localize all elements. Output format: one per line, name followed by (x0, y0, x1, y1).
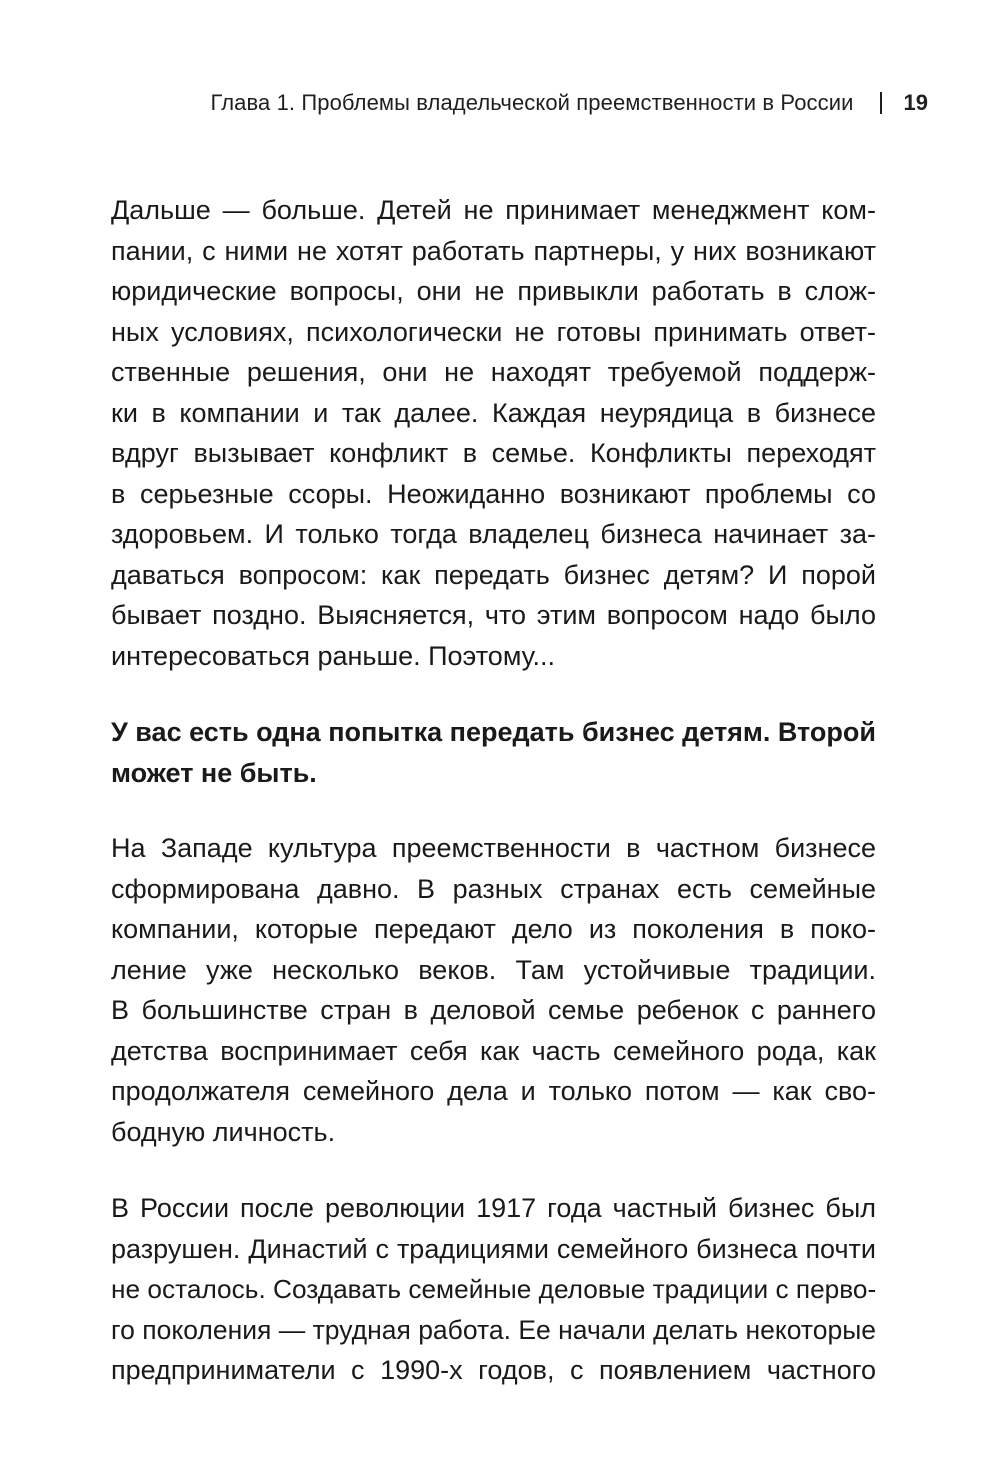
running-header (210, 88, 928, 118)
text-line: бодную личность. (111, 1116, 336, 1147)
text-line: ление уже несколько веков. Там устойчивые традиции. (111, 954, 876, 985)
text-line: сформирована давно. В разных странах есть семейные (111, 873, 876, 904)
text-line: здоровьем. И только тогда владелец бизнеса начинает за- (111, 519, 876, 549)
text-line: предприниматели с 1990-х годов, с появлением частного (111, 1355, 876, 1385)
paragraph-3 (111, 1188, 876, 1391)
text-line: не осталось. Создавать семейные деловые традиции с перво- (111, 1274, 876, 1304)
text-line: разрушен. Династий с традициями семейного бизнеса почти (111, 1233, 876, 1264)
page-number: 19 (903, 90, 928, 115)
paragraph-2 (111, 828, 876, 1152)
text-line: В России после революции 1917 года частный бизнес был (111, 1193, 876, 1223)
header-divider (880, 92, 882, 114)
text-line: юридические вопросы, они не привыкли работать в слож- (111, 276, 876, 306)
text-line: детства воспринимает себя как часть семейного рода, как (111, 1035, 876, 1066)
text-line: продолжателя семейного дела и только потом — как сво- (111, 1076, 876, 1106)
text-line: компании, которые передают дело из поколения в поко- (111, 914, 876, 944)
text-line: ных условиях, психологически не готовы принимать ответ- (111, 316, 876, 347)
chapter-title: Глава 1. Проблемы владельческой преемственности в России (210, 90, 854, 115)
text-line: го поколения — трудная работа. Ее начали делать некоторые (111, 1314, 876, 1345)
text-line: даваться вопросом: как передать бизнес детям? И порой (111, 559, 876, 590)
text-line: в серьезные ссоры. Неожиданно возникают проблемы со (111, 478, 876, 509)
text-line: В большинстве стран в деловой семье ребенок с раннего (111, 995, 876, 1025)
callout-line: У вас есть одна попытка передать бизнес детям. Второй (111, 717, 876, 747)
bold-callout (111, 712, 876, 793)
text-line: вдруг вызывает конфликт в семье. Конфликты переходят (111, 438, 876, 468)
text-line: пании, с ними не хотят работать партнеры, у них возникают (111, 235, 876, 266)
page-body (111, 190, 876, 1391)
text-line: ственные решения, они не находят требуемой поддерж- (111, 357, 876, 387)
text-line: бывает поздно. Выясняется, что этим вопросом надо было (111, 600, 876, 630)
paragraph-1 (111, 190, 876, 676)
text-line: интересоваться раньше. Поэтому... (111, 640, 555, 671)
callout-line: может не быть. (111, 757, 317, 788)
text-line: На Западе культура преемственности в частном бизнесе (111, 833, 876, 863)
text-line: ки в компании и так далее. Каждая неурядица в бизнесе (111, 397, 876, 428)
text-line: Дальше — больше. Детей не принимает менеджмент ком- (111, 195, 876, 225)
